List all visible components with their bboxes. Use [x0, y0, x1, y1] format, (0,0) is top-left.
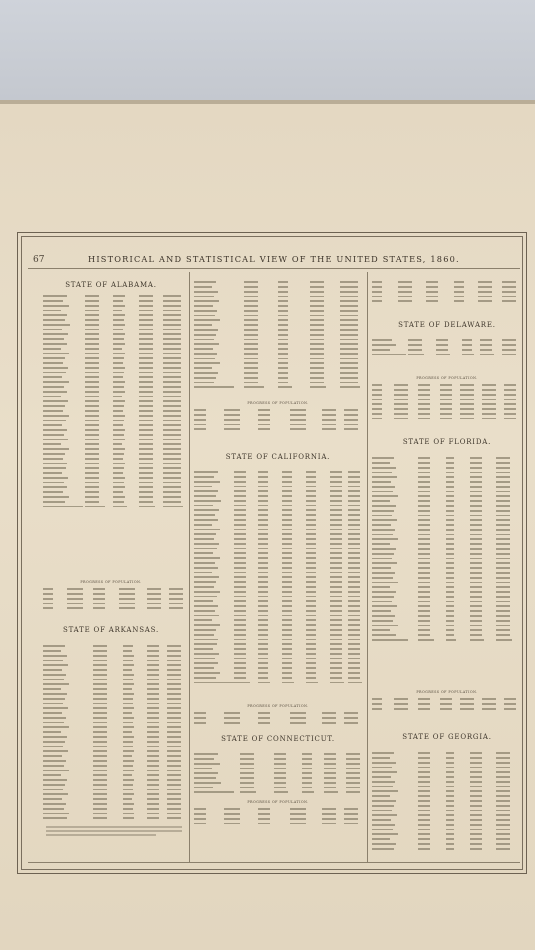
table-row	[372, 280, 520, 284]
table-row	[372, 614, 520, 618]
table-row	[372, 832, 520, 836]
table-row	[372, 842, 520, 846]
heading-alabama: STATE OF ALABAMA.	[65, 281, 157, 289]
table-row	[194, 418, 362, 422]
table-row	[43, 783, 185, 787]
heading-delaware: STATE OF DELAWARE.	[398, 321, 496, 329]
table-row	[43, 428, 185, 432]
page-number: 67	[33, 255, 45, 265]
table-row	[43, 447, 185, 451]
table-row	[372, 299, 520, 303]
table-row	[43, 787, 185, 791]
table-row	[194, 711, 362, 715]
table-row	[43, 342, 185, 346]
table-continued-top	[194, 280, 362, 390]
table-row	[372, 702, 520, 706]
table-row	[194, 508, 362, 512]
table-row	[43, 414, 185, 418]
table-row	[43, 730, 185, 734]
table-row	[372, 561, 520, 565]
table-row	[194, 628, 362, 632]
table-row	[194, 812, 362, 816]
table-row	[194, 652, 362, 656]
table-row	[194, 480, 362, 484]
table-row	[194, 613, 362, 617]
table-row	[372, 808, 520, 812]
table-row	[194, 333, 362, 337]
table-row	[194, 290, 362, 294]
table-row	[372, 571, 520, 575]
heading-california: STATE OF CALIFORNIA.	[225, 453, 331, 461]
table-row	[194, 623, 362, 627]
table-row	[194, 342, 362, 346]
table-row	[43, 327, 185, 331]
heading-progress-alabama: PROGRESS OF POPULATION.	[80, 580, 142, 584]
table-row	[372, 784, 520, 788]
table-row	[43, 375, 185, 379]
table-row	[194, 489, 362, 493]
table-row	[194, 518, 362, 522]
table-row	[372, 513, 520, 517]
table-row	[372, 756, 520, 760]
table-row	[372, 633, 520, 637]
table-row	[372, 552, 520, 556]
table-row	[43, 399, 185, 403]
heading-connecticut: STATE OF CONNECTICUT.	[221, 735, 335, 743]
table-row	[372, 847, 520, 851]
table-row	[194, 570, 362, 574]
table-row	[194, 551, 362, 555]
table-row	[372, 780, 520, 784]
table-row	[372, 383, 520, 387]
table-row	[194, 413, 362, 417]
table-row	[43, 390, 185, 394]
table-row	[372, 628, 520, 632]
table-row	[43, 313, 185, 317]
table-row	[194, 566, 362, 570]
table-row	[372, 489, 520, 493]
table-row	[194, 352, 362, 356]
table-row	[194, 671, 362, 675]
table-row	[43, 654, 185, 658]
table-row	[372, 388, 520, 392]
table-row	[194, 785, 362, 789]
table-row	[372, 799, 520, 803]
table-row	[194, 304, 362, 308]
table-row	[43, 304, 185, 308]
table-row	[372, 547, 520, 551]
table-california	[194, 470, 362, 685]
table-row	[194, 633, 362, 637]
heading-georgia: STATE OF GEORGIA.	[402, 733, 492, 741]
table-row	[43, 457, 185, 461]
table-row	[194, 542, 362, 546]
table-row	[43, 380, 185, 384]
table-row	[372, 393, 520, 397]
table-row	[372, 804, 520, 808]
table-row	[194, 337, 362, 341]
table-row	[194, 680, 362, 684]
table-row	[43, 692, 185, 696]
table-row	[43, 471, 185, 475]
table-row	[43, 687, 185, 691]
table-row	[43, 744, 185, 748]
table-row	[372, 837, 520, 841]
table-row	[43, 644, 185, 648]
table-row	[43, 768, 185, 772]
table-row	[372, 509, 520, 513]
table-row	[372, 456, 520, 460]
table-row	[372, 485, 520, 489]
table-row	[194, 385, 362, 389]
table-row	[43, 347, 185, 351]
table-row	[43, 725, 185, 729]
table-progress-delaware	[372, 383, 520, 421]
table-row	[372, 604, 520, 608]
bottom-rule	[28, 862, 520, 863]
table-row	[43, 409, 185, 413]
table-row	[194, 475, 362, 479]
table-row	[372, 480, 520, 484]
table-row	[194, 585, 362, 589]
table-row	[43, 797, 185, 801]
table-progress-top	[194, 408, 362, 432]
table-row	[194, 781, 362, 785]
table-row	[43, 308, 185, 312]
table-row	[194, 513, 362, 517]
table-row	[194, 604, 362, 608]
heading-progress-connecticut: PROGRESS OF POPULATION.	[247, 800, 309, 804]
table-arkansas	[43, 644, 185, 821]
table-progress-florida	[372, 697, 520, 711]
table-row	[43, 811, 185, 815]
table-row	[372, 290, 520, 294]
table-row	[372, 619, 520, 623]
table-row	[372, 348, 520, 352]
table-row	[194, 537, 362, 541]
table-row	[194, 590, 362, 594]
table-row	[194, 776, 362, 780]
table-row	[43, 461, 185, 465]
table-row	[194, 376, 362, 380]
table-row	[43, 764, 185, 768]
table-row	[372, 416, 520, 420]
table-row	[372, 542, 520, 546]
table-row	[194, 427, 362, 431]
table-row	[372, 609, 520, 613]
table-row	[43, 437, 185, 441]
table-row	[194, 807, 362, 811]
table-row	[372, 470, 520, 474]
table-row	[43, 351, 185, 355]
table-connecticut	[194, 752, 362, 795]
table-row	[372, 590, 520, 594]
table-row	[43, 371, 185, 375]
column-divider-2	[367, 272, 368, 862]
footnote-line	[46, 834, 156, 836]
table-row	[372, 352, 520, 356]
table-row	[372, 294, 520, 298]
table-row	[372, 499, 520, 503]
table-florida	[372, 456, 520, 642]
table-row	[372, 461, 520, 465]
table-row	[43, 716, 185, 720]
table-row	[372, 638, 520, 642]
table-delaware	[372, 338, 520, 357]
table-row	[372, 707, 520, 711]
table-row	[372, 518, 520, 522]
table-row	[372, 789, 520, 793]
table-georgia	[372, 751, 520, 851]
table-row	[372, 407, 520, 411]
table-row	[43, 668, 185, 672]
table-row	[372, 775, 520, 779]
table-row	[43, 721, 185, 725]
paper-top-edge	[0, 100, 535, 104]
table-row	[372, 828, 520, 832]
table-row	[372, 475, 520, 479]
table-row	[194, 790, 362, 794]
table-row	[43, 749, 185, 753]
table-row	[194, 561, 362, 565]
heading-arkansas: STATE OF ARKANSAS.	[62, 626, 160, 634]
table-row	[194, 484, 362, 488]
table-row	[194, 580, 362, 584]
table-row	[194, 771, 362, 775]
background-wall	[0, 0, 535, 110]
table-row	[194, 380, 362, 384]
table-continued-right-top	[372, 280, 520, 304]
table-row	[372, 697, 520, 701]
table-row	[43, 759, 185, 763]
table-row	[372, 343, 520, 347]
table-row	[194, 752, 362, 756]
table-row	[43, 504, 185, 508]
table-row	[194, 470, 362, 474]
heading-progress-california: PROGRESS OF POPULATION.	[247, 704, 309, 708]
table-row	[194, 532, 362, 536]
table-row	[43, 677, 185, 681]
table-row	[194, 313, 362, 317]
table-row	[43, 404, 185, 408]
table-row	[194, 323, 362, 327]
table-row	[194, 299, 362, 303]
table-row	[43, 663, 185, 667]
table-row	[43, 433, 185, 437]
table-progress-connecticut	[194, 807, 362, 826]
table-row	[194, 821, 362, 825]
table-row	[372, 402, 520, 406]
table-row	[43, 361, 185, 365]
table-row	[372, 818, 520, 822]
table-row	[372, 523, 520, 527]
table-row	[43, 792, 185, 796]
table-row	[194, 280, 362, 284]
table-alabama	[43, 294, 185, 509]
table-row	[43, 711, 185, 715]
table-row	[372, 813, 520, 817]
table-row	[372, 397, 520, 401]
table-row	[43, 442, 185, 446]
table-row	[43, 587, 185, 591]
table-row	[372, 623, 520, 627]
table-row	[43, 476, 185, 480]
table-row	[43, 485, 185, 489]
table-row	[372, 285, 520, 289]
table-row	[43, 701, 185, 705]
table-row	[194, 503, 362, 507]
table-row	[194, 357, 362, 361]
table-row	[372, 566, 520, 570]
table-row	[43, 740, 185, 744]
table-row	[43, 773, 185, 777]
table-row	[194, 594, 362, 598]
table-row	[194, 618, 362, 622]
table-row	[194, 599, 362, 603]
table-row	[43, 682, 185, 686]
table-row	[43, 318, 185, 322]
table-row	[372, 533, 520, 537]
table-row	[43, 452, 185, 456]
table-row	[43, 807, 185, 811]
table-row	[43, 649, 185, 653]
table-row	[372, 595, 520, 599]
table-row	[43, 500, 185, 504]
table-row	[372, 537, 520, 541]
table-row	[194, 547, 362, 551]
table-row	[43, 323, 185, 327]
table-row	[43, 294, 185, 298]
table-row	[43, 337, 185, 341]
table-row	[372, 412, 520, 416]
table-row	[194, 642, 362, 646]
table-row	[43, 606, 185, 610]
table-row	[43, 735, 185, 739]
table-row	[43, 673, 185, 677]
table-row	[194, 666, 362, 670]
table-row	[372, 585, 520, 589]
table-row	[43, 495, 185, 499]
table-row	[43, 706, 185, 710]
table-row	[194, 757, 362, 761]
table-row	[194, 361, 362, 365]
table-row	[43, 697, 185, 701]
table-row	[43, 802, 185, 806]
table-row	[372, 580, 520, 584]
table-row	[194, 637, 362, 641]
title-rule	[28, 268, 520, 269]
table-row	[194, 575, 362, 579]
table-row	[194, 661, 362, 665]
table-row	[43, 490, 185, 494]
table-row	[194, 647, 362, 651]
table-row	[194, 294, 362, 298]
table-row	[43, 597, 185, 601]
table-row	[43, 356, 185, 360]
table-row	[194, 676, 362, 680]
table-row	[43, 466, 185, 470]
table-row	[372, 751, 520, 755]
table-row	[43, 816, 185, 820]
heading-progress-top: PROGRESS OF POPULATION.	[247, 401, 309, 405]
table-row	[43, 385, 185, 389]
heading-progress-florida: PROGRESS OF POPULATION.	[416, 690, 478, 694]
table-row	[372, 599, 520, 603]
table-row	[43, 299, 185, 303]
table-row	[43, 480, 185, 484]
table-row	[194, 762, 362, 766]
table-row	[194, 285, 362, 289]
table-progress-alabama	[43, 587, 185, 611]
table-row	[194, 422, 362, 426]
table-row	[194, 817, 362, 821]
page-title: HISTORICAL AND STATISTICAL VIEW OF THE UNITED STATES, 1860.	[88, 254, 460, 264]
table-row	[372, 770, 520, 774]
table-row	[372, 494, 520, 498]
table-row	[194, 347, 362, 351]
table-row	[43, 423, 185, 427]
table-progress-california	[194, 711, 362, 725]
table-row	[43, 601, 185, 605]
table-row	[194, 656, 362, 660]
table-row	[194, 371, 362, 375]
table-row	[194, 328, 362, 332]
table-row	[194, 523, 362, 527]
table-row	[194, 499, 362, 503]
table-row	[194, 609, 362, 613]
table-row	[372, 466, 520, 470]
table-row	[43, 592, 185, 596]
table-row	[372, 765, 520, 769]
table-row	[194, 721, 362, 725]
table-row	[43, 394, 185, 398]
table-row	[43, 658, 185, 662]
table-row	[194, 766, 362, 770]
table-row	[194, 527, 362, 531]
table-row	[372, 528, 520, 532]
table-row	[194, 366, 362, 370]
table-row	[194, 309, 362, 313]
table-row	[372, 794, 520, 798]
table-row	[43, 366, 185, 370]
table-row	[43, 332, 185, 336]
table-row	[194, 408, 362, 412]
heading-florida: STATE OF FLORIDA.	[402, 438, 492, 446]
footnote-line	[46, 826, 182, 828]
table-row	[194, 556, 362, 560]
table-row	[194, 716, 362, 720]
table-row	[372, 504, 520, 508]
table-row	[372, 823, 520, 827]
footnote-line	[46, 830, 182, 832]
table-row	[43, 754, 185, 758]
table-row	[372, 761, 520, 765]
table-row	[194, 318, 362, 322]
table-row	[194, 494, 362, 498]
table-row	[372, 556, 520, 560]
table-row	[372, 338, 520, 342]
column-divider-1	[189, 272, 190, 862]
table-row	[43, 778, 185, 782]
table-row	[43, 418, 185, 422]
heading-progress-delaware: PROGRESS OF POPULATION.	[416, 376, 478, 380]
table-row	[372, 576, 520, 580]
